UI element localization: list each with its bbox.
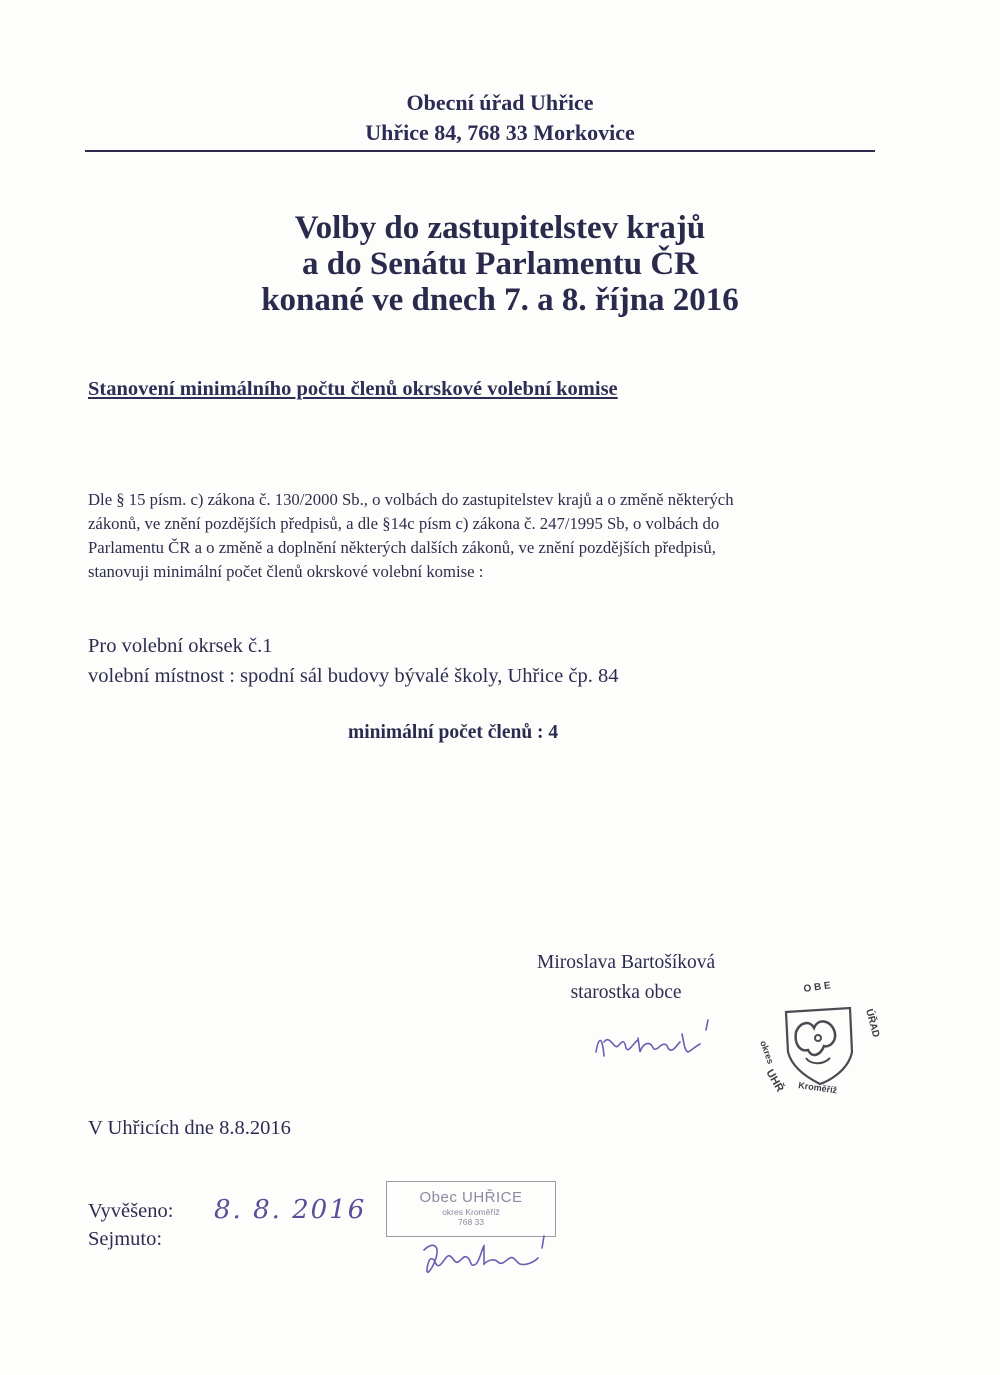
mayor-signature xyxy=(588,1012,728,1072)
posting-signature xyxy=(410,1228,560,1288)
stamp-line-1: Obec UHŘICE xyxy=(419,1189,523,1206)
stamp-line-2: okres Kroměříž xyxy=(442,1207,500,1217)
svg-text:Kroměříž: Kroměříž xyxy=(797,1080,838,1096)
title-line-1: Volby do zastupitelstev krajů xyxy=(294,210,706,246)
document-subtitle: Stanovení minimálního počtu členů okrskové volební komise xyxy=(88,378,618,400)
svg-text:ÚŘAD: ÚŘAD xyxy=(863,1007,882,1039)
stamp-line-3: 768 33 xyxy=(458,1217,484,1227)
svg-text:UHŘ: UHŘ xyxy=(763,1067,786,1095)
posted-handwritten-date: 8. 8. 2016 xyxy=(214,1195,367,1225)
legal-paragraph xyxy=(88,488,878,584)
office-name: Obecní úřad Uhřice xyxy=(406,90,594,115)
paragraph-line: Parlamentu ČR a o změně a doplnění některých dalších zákonů, ve znění pozdějších předpisů, xyxy=(88,538,716,557)
title-line-2: a do Senátu Parlamentu ČR xyxy=(301,246,699,282)
removed-label: Sejmuto: xyxy=(88,1228,163,1250)
polling-room: volební místnost : spodní sál budovy bývalé školy, Uhřice čp. 84 xyxy=(88,665,619,687)
district-number: Pro volební okrsek č.1 xyxy=(88,635,273,657)
svg-text:okres: okres xyxy=(758,1039,776,1066)
signatory-name: Miroslava Bartošíková xyxy=(537,952,716,973)
paragraph-line: zákonů, ve znění pozdějších předpisů, a dle §14c písm c) zákona č. 247/1995 Sb, o volbách do xyxy=(88,514,720,533)
issue-date: V Uhřicích dne 8.8.2016 xyxy=(88,1117,291,1139)
minimum-members: minimální počet členů : 4 xyxy=(348,722,559,743)
office-address: Uhřice 84, 768 33 Morkovice xyxy=(365,120,635,145)
round-seal xyxy=(738,960,898,1100)
posted-label: Vyvěšeno: xyxy=(88,1200,174,1222)
svg-text:O B E: O B E xyxy=(802,980,832,995)
title-line-3: konané ve dnech 7. a 8. října 2016 xyxy=(261,282,739,318)
paragraph-line: Dle § 15 písm. c) zákona č. 130/2000 Sb., o volbách do zastupitelstev krajů a o změně některých xyxy=(88,490,734,509)
header-divider xyxy=(85,150,875,152)
paragraph-line: stanovuji minimální počet členů okrskové volební komise : xyxy=(88,562,484,581)
signatory-role: starostka obce xyxy=(570,982,682,1003)
signatory-block xyxy=(537,948,715,1008)
